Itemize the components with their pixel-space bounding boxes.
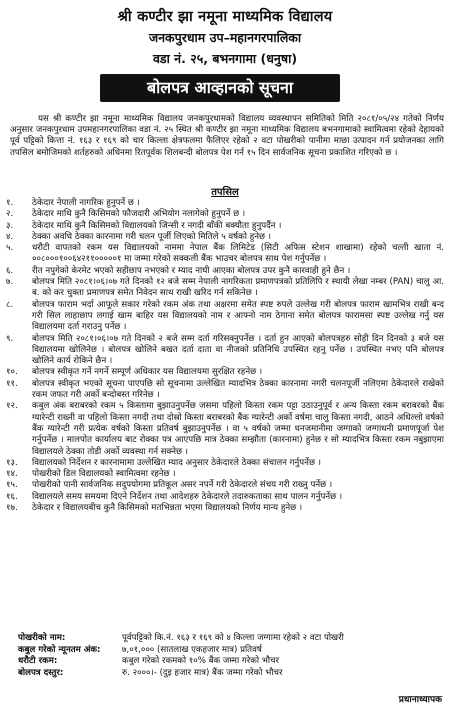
condition-item — [6, 266, 444, 277]
spec-row — [18, 645, 444, 657]
condition-text: बोलपत्र मिति २०८१।०६।०७ गते दिनको २ बजे सम्म दर्ता गरिसक्नुपर्नेछ । दर्ता हुन आएको बोलपत्रहरु सोही दिन दिनको ३ बजे यस विद्यालयमा खोलिनेछ । बोलपत्र खोलिने बखत दर्ता दाता वा नीजको प्रतिनिधि उपस्थित रहनु पर्नेछ । उपस्थित नभए पनि बोलपत्र खोलिने कार्य रोकिने छैन । — [32, 333, 444, 367]
condition-number: १३. — [6, 457, 18, 468]
condition-number: १२. — [6, 401, 18, 412]
spec-label: बोलपत्र दस्तुर: — [18, 667, 64, 678]
intro-text: यस श्री कण्टीर झा नमूना माध्यमिक विद्यालय जनकपुरधामको विद्यालय व्यवस्थापन समितिको मिति २०८१/०५/२४ गतेको निर्णय अनुसार जनकपुरधाम उपमहानगरपालिका वडा नं. २५ स्थित श्री कण्टीर झा नमूना माध्यमिक विद्यालय बभनगामाको स्वामित्वमा रहेको देहायको पूर्व पट्टिको कित्ता नं. १६३ र १६९ को चार किल्ला क्षेत्रफलमा फैलिएर रहेको २ वटा पोखरीको पानीमा माछा उत्पादन गर्न प्रयोजनका लागि तपसिल बमोजिमको शर्तहरुको अधिनमा रितपूर्वक शिलबन्दी बोलपत्र पेश गर्न १५ दिन सार्वजनिक सूचना प्रकाशित गरिएको छ । — [10, 114, 444, 158]
spec-label: धरौटी रकम: — [18, 656, 58, 666]
condition-text: बोलपत्र स्वीकृत गर्ने नगर्ने सम्पूर्ण अधिकार यस विद्यालयमा सुरक्षित रहनेछ । — [32, 367, 263, 378]
condition-item — [6, 277, 444, 300]
signatory: प्रधानाध्यापक — [398, 695, 442, 705]
spec-row — [18, 633, 444, 645]
condition-item — [6, 480, 444, 491]
condition-text: विद्यालयले समय समयमा दिएने निर्देशन तथा आदेशहरु ठेकेदारले तदारुकताका साथ पालन गर्नुपर्नेछ । — [32, 491, 343, 502]
condition-number: ६. — [6, 265, 14, 276]
condition-text: बोलपत्र फाराम भर्दा आफूले सकार गरेको रकम अंक तथा अक्षरमा समेत स्पष्ट रुपले उल्लेख गरी बोलपत्र फाराम खामभित्र राखी बन्द गरी सिल लाहाछाप लगाई खाम बाहिर यस विद्यालयको नाम र आफ्नो नाम ठेगाना समेत बोलपत्र फारामसा स्पष्ट उल्लेख गर्नु यस विद्यालयमा दर्ता गराउनु पर्नेछ । — [32, 299, 444, 333]
condition-item — [6, 503, 444, 514]
condition-text: ठेकेदार माथि कुनै किसिमको फौजदारी अभियोग नलागेको हुनुपर्ने छ । — [32, 209, 246, 220]
condition-text: ठेकेदार र विद्यालयबीच कुनै किसिमको मतभिन्नता भएमा विद्यालयको निर्णय मान्य हुनेछ । — [32, 503, 303, 514]
condition-text: ठेक्का अवधि ठेक्का कारनामा गरी चलन पूर्जी लिएको मितिले ५ वर्षको हुनेछ । — [32, 231, 272, 242]
condition-item — [6, 469, 444, 480]
condition-item — [6, 401, 444, 457]
condition-number: १. — [6, 198, 14, 208]
details-heading: तपसिल — [211, 187, 239, 198]
condition-number: १५. — [6, 480, 18, 491]
condition-item — [6, 221, 444, 232]
condition-number: ५. — [6, 243, 14, 254]
spec-value: रु. २०००।- (दुइ हजार मात्र) बैंक जम्मा गरेको भौचर — [122, 667, 283, 678]
spec-label: कबुल गरेको न्यूनतम अंक: — [18, 644, 101, 655]
school-name: श्री कण्टीर झा नमूना माध्यमिक विद्यालय — [117, 9, 333, 25]
spec-value: पूर्वपट्टिको कि.नं. १६३ र १६९ को ४ किल्ला जग्गामा रहेको २ वटा पोखरी — [122, 633, 344, 643]
condition-number: २. — [6, 209, 14, 220]
condition-number: १०. — [6, 367, 18, 378]
condition-number: ८. — [6, 299, 14, 310]
condition-number: ७. — [6, 277, 14, 288]
spec-row — [18, 668, 444, 680]
spec-value: कबुल गरेको रकमको १०% बैंक जम्मा गरेको भौचर — [122, 656, 280, 666]
condition-number: १४. — [6, 469, 18, 480]
condition-text: बोलपत्र मिति २०८१।०६।०७ गते दिनको १२ बजे सम्म नेपाली नागरिकता प्रमाणपत्रको प्रतिलिपि र स्थायी लेखा नम्बर (PAN) चालु आ. ब. को कर चुक्ता प्रमाणपत्र समेत निवेदन साथ राखी खरिद गर्न सकिनेछ । — [32, 277, 444, 299]
condition-number: ९. — [6, 333, 14, 344]
condition-text: पोखरीको पानी सार्वजनिक सदुपयोगमा प्रतिकूल असर नपर्ने गरी ठेकेदारले संचय गरी राख्नु पर्नेछ । — [32, 480, 333, 491]
condition-number: १६. — [6, 491, 18, 502]
condition-text: पोखरीको डिल विद्यालयको स्वामित्वमा रहनेछ । — [32, 469, 176, 480]
condition-number: १७. — [6, 503, 18, 514]
condition-number: ३. — [6, 220, 14, 231]
condition-text: कबुल अंक बराबरको रकम ५ किस्तामा बुझाउनुपर्नेछ जसमा पहिलो किस्ता रकम पट्टा उठाउनुपूर्व र अन्य किस्ता रकम बराबरको बैंक ग्यारेन्टी राख्नी वा पहिलो किस्ता नगदी तथा दोस्रो किस्ता बराबरको बैंक ग्यारेन्टी अर्को वर्षमा चालु किस्ता नगदी, आठने अधिल्लो वर्षको बैंक ग्यारेन्टी गरी प्रत्येक वर्षको किस्ता प्रतिवर्ष बुझाउनुपर्नेछ । वा ५ वर्षको जम्मा धनजमानीमा जग्गाको जग्गाधनी प्रमाणपूर्जा पेश गर्नुपर्नेछ । मालपोत कार्यालय बाट रोक्का पत्र आएपछि मात्र ठेक्का सम्झौता (कारनामा) हुनेछ र सो म्यादभित्र किस्ता रकम नबुझाएमा विद्यालयले ठेक्का तोडी अर्को व्यवस्था गर्न सक्नेछ । — [32, 401, 444, 457]
condition-text: रीत नपुगेको केरमेट भएको सहीछाप नभएको र म्याद नाघी आएका बोलपत्र उपर कुनै कारवाही हुने छैन । — [32, 265, 351, 276]
condition-item — [6, 243, 444, 266]
condition-item — [6, 209, 444, 220]
condition-number: ४. — [6, 231, 14, 242]
condition-text: बोलपत्र स्वीकृत भएको सूचना पाएपछि सो सूचनामा उल्लेखित म्यादभित्र ठेक्का कारनामा नगरी चलनपूर्जी नलिएमा ठेकेदारले राखेको रकम जफत गरी अर्को बन्दोबस्त गरिनेछ । — [32, 378, 444, 401]
spec-label: पोखरीको नाम: — [18, 633, 66, 643]
condition-text: ठेकेदार नेपाली नागरिक हुनुपर्ने छ । — [32, 198, 140, 208]
condition-item — [6, 300, 444, 334]
intro-paragraph — [10, 114, 444, 159]
condition-item — [6, 379, 444, 402]
condition-number: ११. — [6, 378, 18, 389]
condition-text: ठेकेदार माथि कुनै किसिमको विद्यालयको जिन्सी र नगदी बाँकी बक्यौता हुनुपर्दैन । — [32, 220, 282, 231]
condition-item — [6, 334, 444, 368]
condition-item — [6, 367, 444, 378]
condition-item — [6, 198, 444, 209]
condition-text: धरौटी वापतको रकम यस विद्यालयको नाममा नेपाल बैंक लिमिटेड (सिटी अफिस स्टेशन शाखामा) रहेको चल्ती खाता नं. ००८०००१००६४२११०००००१ मा जम्मा गरेको सक्कली बैंक भाउचर बोलपत्र साथ पेश गर्नुपर्नेछ । — [32, 243, 444, 265]
spec-value: ७,०१,००० (सातलाख एकहजार मात्र) प्रतिवर्ष — [122, 644, 262, 655]
condition-item — [6, 458, 444, 469]
notice-title-banner: बोलपत्र आव्हानको सूचना — [100, 74, 340, 102]
school-address: वडा नं. २५, बभनगामा (धनुषा) — [152, 51, 298, 66]
specifications-block — [18, 633, 444, 679]
conditions-list — [6, 198, 444, 514]
spec-row — [18, 656, 444, 668]
condition-text: विद्यालयको निर्देशन र कारनामामा उल्लेखित म्याद अनुसार ठेकेदारले ठेक्का संचालन गर्नुपर्नेछ । — [32, 457, 321, 468]
condition-item — [6, 492, 444, 503]
municipality-name: जनकपुरधाम उप–महानगरपालिका — [148, 30, 302, 45]
condition-item — [6, 232, 444, 243]
